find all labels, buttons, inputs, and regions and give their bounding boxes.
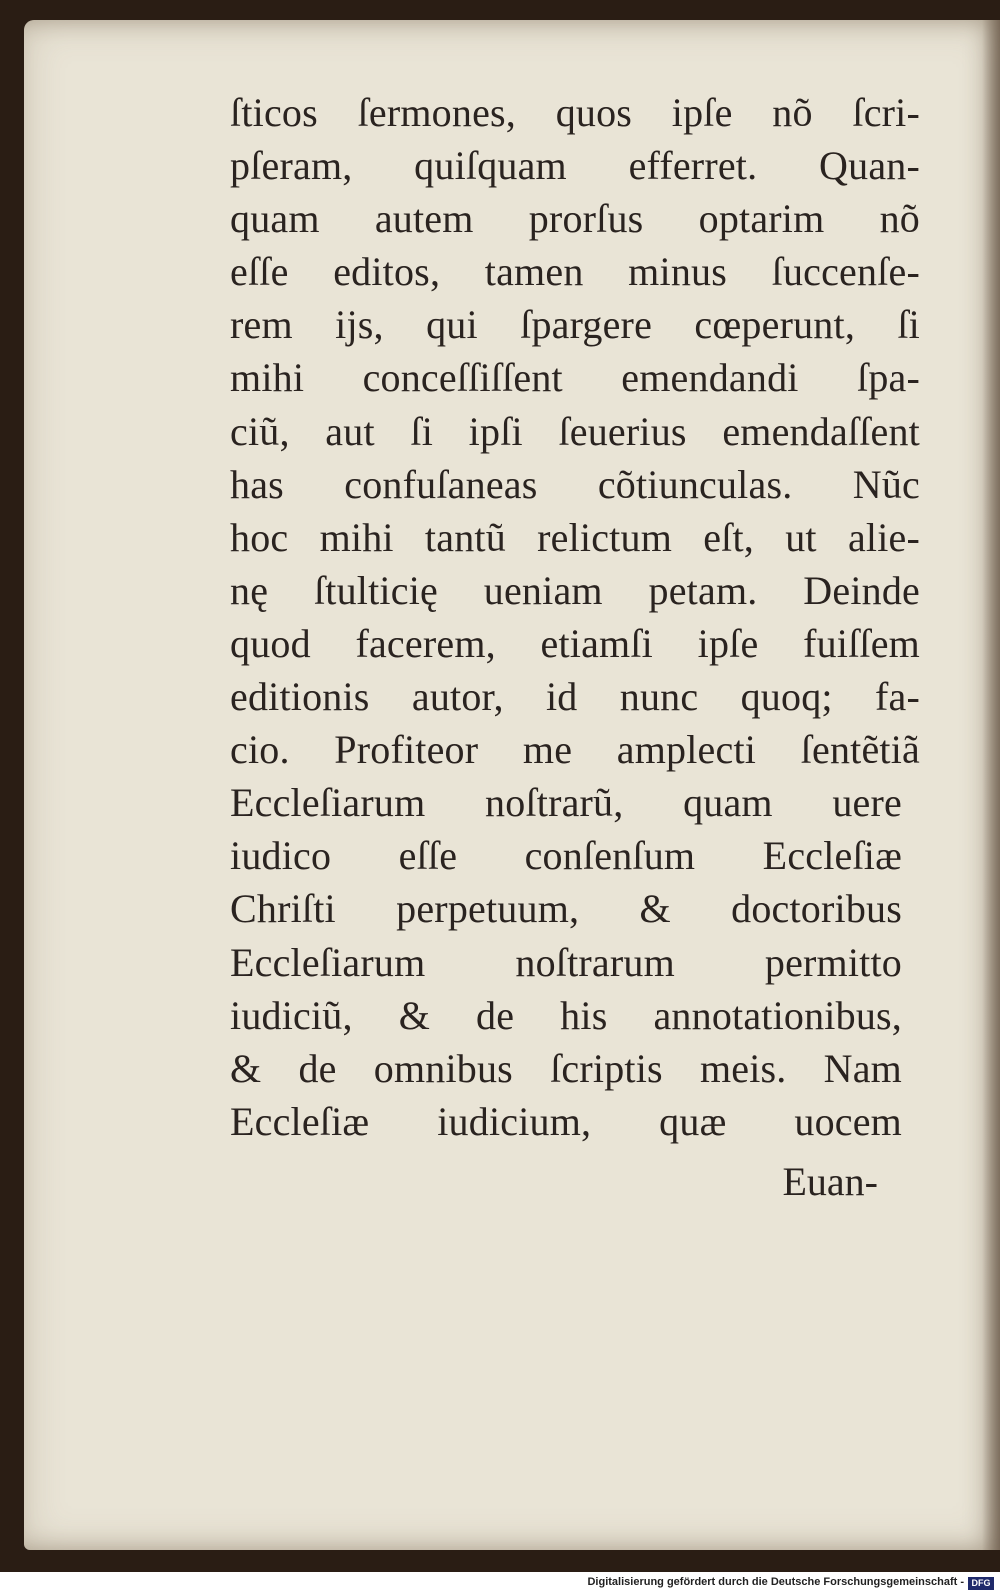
text-line: Eccleſiarum noſtrarũ, quam uere bbox=[230, 780, 902, 826]
text-line: cio. Profiteor me amplecti ſentẽtiã bbox=[230, 727, 920, 773]
dfg-logo-icon: DFG bbox=[968, 1577, 994, 1590]
text-line: pſeram, quiſquam efferret. Quan- bbox=[230, 143, 920, 189]
book-page bbox=[24, 20, 1000, 1550]
digitization-footer bbox=[0, 1572, 1000, 1596]
text-line: mihi conceſſiſſent emendandi ſpa- bbox=[230, 355, 920, 401]
text-line: Eccleſiæ iudicium, quæ uocem bbox=[230, 1098, 902, 1144]
text-line: ciũ, aut ſi ipſi ſeuerius emendaſſent bbox=[230, 408, 920, 454]
text-line: Chriſti perpetuum, & doctoribus bbox=[230, 886, 902, 932]
text-line: quam autem prorſus optarim nõ bbox=[230, 196, 920, 242]
text-line: eſſe editos, tamen minus ſuccenſe- bbox=[230, 249, 920, 295]
text-line: hoc mihi tantũ relictum eſt, ut alie- bbox=[230, 514, 920, 560]
text-line: editionis autor, id nunc quoq; fa- bbox=[230, 674, 920, 720]
text-line: ſticos ſermones, quos ipſe nõ ſcri- bbox=[230, 90, 920, 135]
text-line: iudico eſſe conſenſum Eccleſiæ bbox=[230, 833, 902, 879]
text-line: rem ijs, qui ſpargere cœperunt, ſi bbox=[230, 302, 920, 348]
text-line: Eccleſiarum noſtrarum permitto bbox=[230, 939, 902, 985]
text-line: nę ſtulticię ueniam petam. Deinde bbox=[230, 567, 920, 613]
text-line: quod facerem, etiamſi ipſe fuiſſem bbox=[230, 620, 920, 666]
text-line: iudiciũ, & de his annotationibus, bbox=[230, 992, 902, 1038]
funding-credit: Digitalisierung gefördert durch die Deutsche Forschungsgemeinschaft - bbox=[587, 1576, 964, 1588]
text-line: & de omnibus ſcriptis meis. Nam bbox=[230, 1045, 902, 1091]
catchword: Euan- bbox=[782, 1159, 878, 1204]
text-line: has confuſaneas cõtiunculas. Nũc bbox=[230, 461, 920, 507]
page-text bbox=[230, 86, 920, 1148]
